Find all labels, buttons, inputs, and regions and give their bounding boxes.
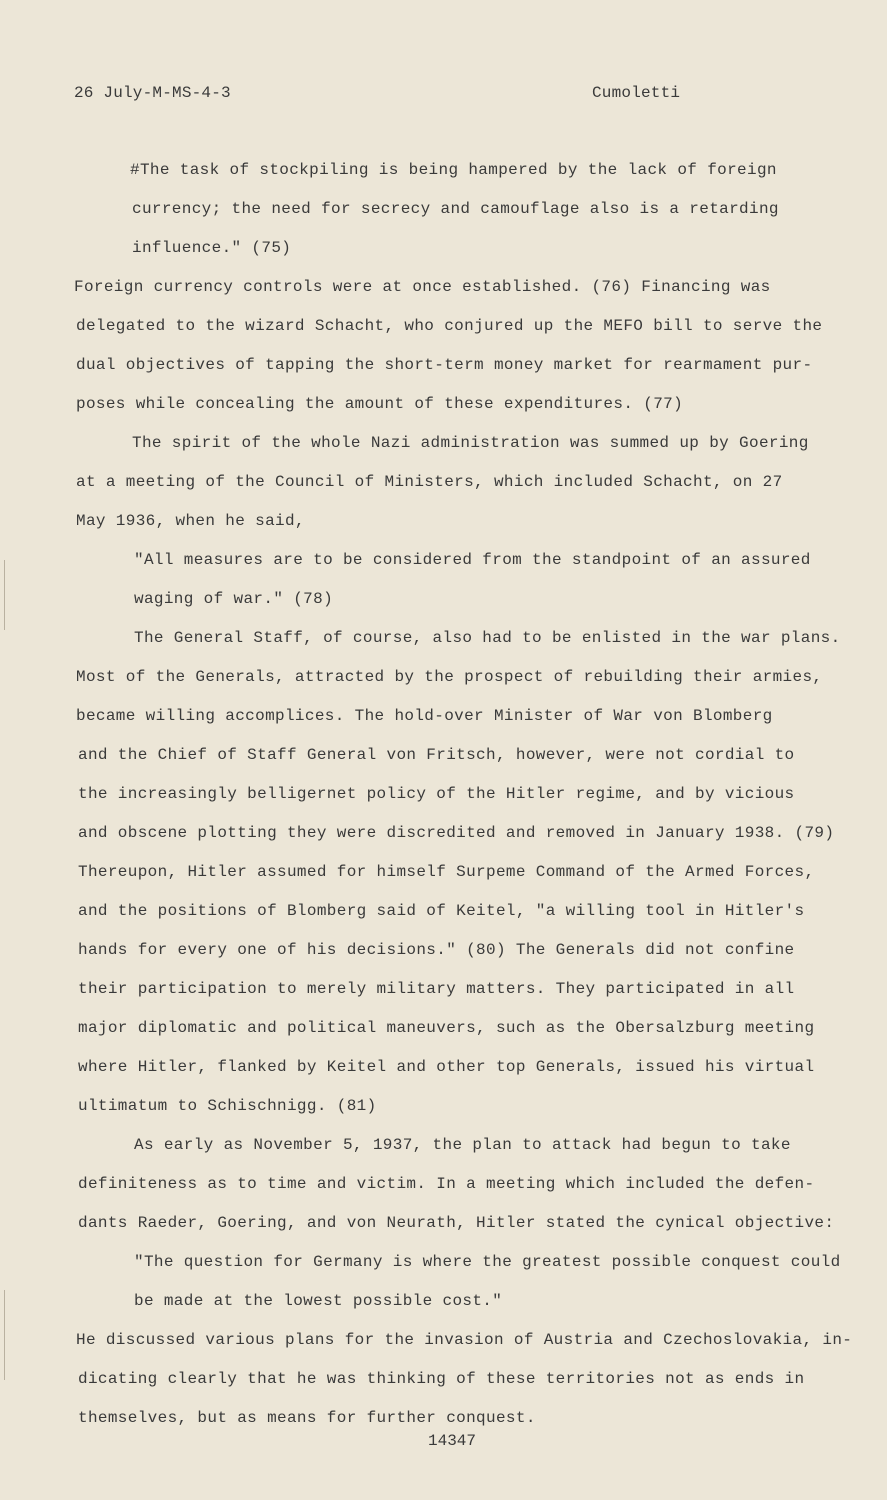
- text-line: waging of war." (78): [134, 590, 334, 608]
- text-line: ultimatum to Schischnigg. (81): [78, 1097, 377, 1115]
- text-line: hands for every one of his decisions." (80) The Generals did not confine: [78, 941, 795, 959]
- text-line: and obscene plotting they were discredited and removed in January 1938. (79): [78, 824, 835, 842]
- text-line: Most of the Generals, attracted by the prospect of rebuilding their armies,: [76, 668, 823, 686]
- text-line: their participation to merely military matters. They participated in all: [78, 980, 795, 998]
- text-line: poses while concealing the amount of these expenditures. (77): [76, 395, 684, 413]
- text-line: the increasingly belligernet policy of the Hitler regime, and by vicious: [78, 785, 795, 803]
- margin-mark: [4, 560, 5, 630]
- text-line: and the positions of Blomberg said of Keitel, "a willing tool in Hitler's: [78, 902, 805, 920]
- text-line: As early as November 5, 1937, the plan to attack had begun to take: [134, 1136, 791, 1154]
- text-line: where Hitler, flanked by Keitel and other top Generals, issued his virtual: [78, 1058, 815, 1076]
- text-line: definiteness as to time and victim. In a meeting which included the defen-: [78, 1175, 815, 1193]
- text-line: Thereupon, Hitler assumed for himself Surpeme Command of the Armed Forces,: [78, 863, 815, 881]
- text-line: #The task of stockpiling is being hampered by the lack of foreign: [130, 161, 777, 179]
- text-line: be made at the lowest possible cost.": [134, 1292, 503, 1310]
- margin-mark: [4, 1290, 5, 1380]
- text-line: currency; the need for secrecy and camouflage also is a retarding: [132, 200, 779, 218]
- text-line: themselves, but as means for further conquest.: [78, 1409, 536, 1427]
- text-line: influence." (75): [132, 239, 292, 257]
- text-line: major diplomatic and political maneuvers, such as the Obersalzburg meeting: [78, 1019, 815, 1037]
- text-line: became willing accomplices. The hold-over Minister of War von Blomberg: [76, 707, 773, 725]
- text-line: "The question for Germany is where the greatest possible conquest could: [134, 1253, 841, 1271]
- text-line: dicating clearly that he was thinking of these territories not as ends in: [78, 1370, 805, 1388]
- text-line: "All measures are to be considered from the standpoint of an assured: [134, 551, 811, 569]
- text-line: and the Chief of Staff General von Fritsch, however, were not cordial to: [78, 746, 795, 764]
- page-number: 14347: [428, 1432, 477, 1450]
- text-line: He discussed various plans for the invasion of Austria and Czechoslovakia, in-: [76, 1331, 853, 1349]
- text-line: The General Staff, of course, also had to be enlisted in the war plans.: [134, 629, 841, 647]
- text-line: dants Raeder, Goering, and von Neurath, Hitler stated the cynical objective:: [78, 1214, 835, 1232]
- text-line: dual objectives of tapping the short-term money market for rearmament pur-: [76, 356, 813, 374]
- text-line: Foreign currency controls were at once established. (76) Financing was: [74, 278, 771, 296]
- text-line: delegated to the wizard Schacht, who conjured up the MEFO bill to serve the: [76, 317, 823, 335]
- text-line: The spirit of the whole Nazi administration was summed up by Goering: [132, 434, 809, 452]
- text-line: at a meeting of the Council of Ministers, which included Schacht, on 27: [76, 473, 783, 491]
- header-reference: 26 July-M-MS-4-3: [74, 84, 231, 102]
- text-line: May 1936, when he said,: [76, 512, 305, 530]
- header-name: Cumoletti: [592, 84, 681, 102]
